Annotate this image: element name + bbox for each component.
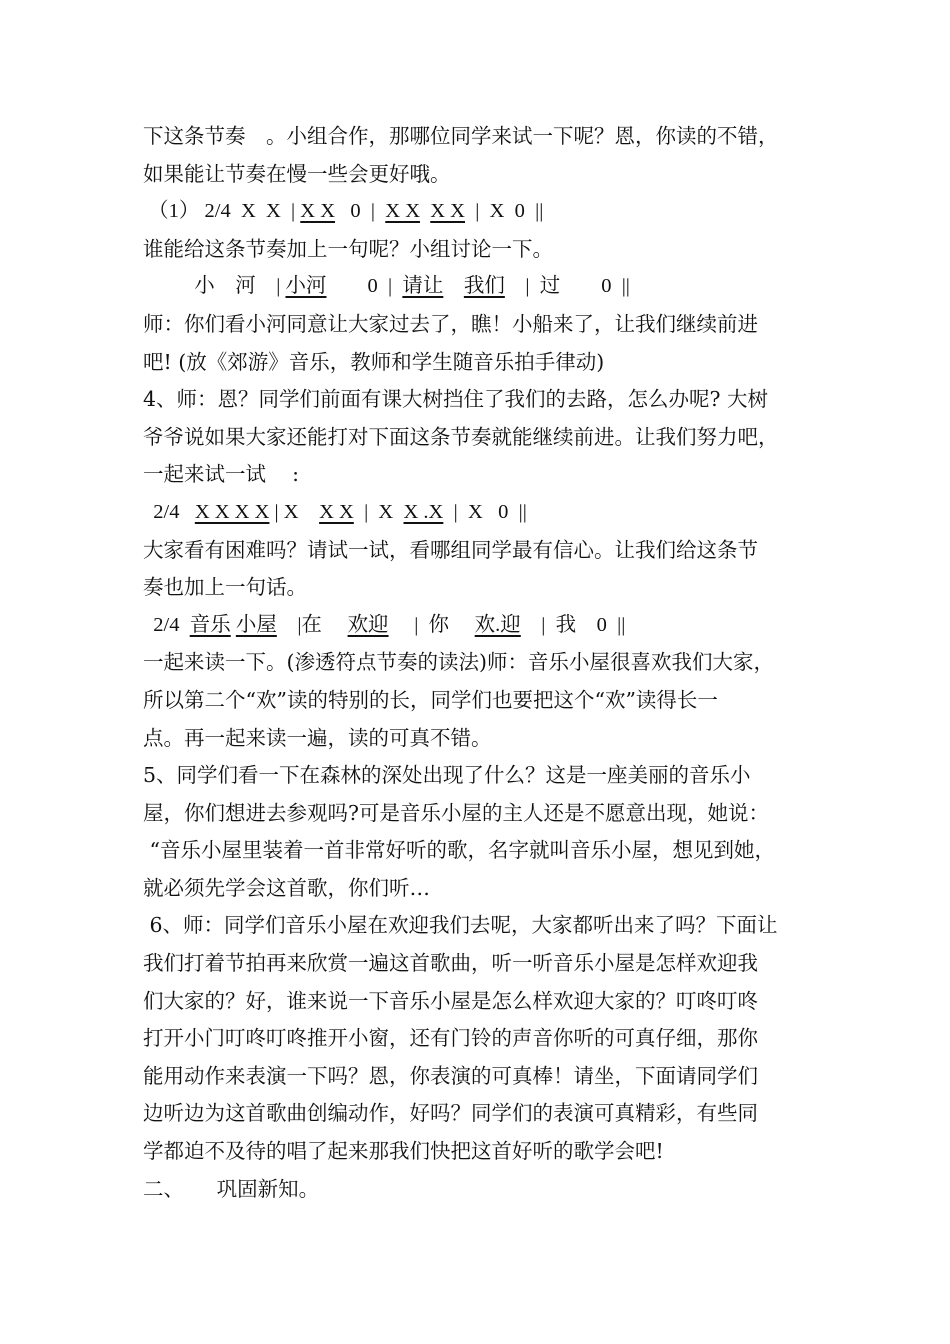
rhythm-segment: 0 | [335,200,386,223]
rhythm-segment: | 我 0 || [520,613,626,636]
underlined-beat-group: X X [385,200,420,223]
underlined-beat-group: X X X X [194,500,270,523]
underlined-beat-group: 音乐 [189,613,231,636]
text-line: 们大家的？好，谁来说一下音乐小屋是怎么样欢迎大家的？叮咚叮咚 [143,988,758,1013]
text-line: 吧! (放《郊游》音乐，教师和学生随音乐拍手律动) [143,349,605,374]
underlined-beat-group: 欢迎 [347,613,389,636]
rhythm-line [143,268,823,306]
rhythm-segment: | X 0 || [464,200,544,223]
text-line: 奏也加上一句话。 [143,575,307,600]
text-line: 所以第二个“欢”读的特别的长，同学们也要把这个“欢”读得长一 [143,687,718,712]
text-line: 二、 巩固新知。 [143,1176,320,1201]
underlined-beat-group: 欢.迎 [474,613,521,636]
text-line: 爷爷说如果大家还能打对下面这条节奏就能继续前进。让我们努力吧， [143,424,779,449]
rhythm-segment: （1） 2/4 X X | [143,200,301,223]
rhythm-segment: 小 河 | [143,275,286,298]
underlined-beat-group: 小河 [285,275,327,298]
underlined-beat-group: X X [430,200,465,223]
text-line: 5、同学们看一下在森林的深处出现了什么？这是一座美丽的音乐小 [143,763,751,788]
text-line: 学都迫不及待的唱了起来那我们快把这首好听的歌学会吧! [143,1139,664,1164]
rhythm-segment: 2/4 [143,613,190,636]
text-line: 一起来读一下。(渗透符点节奏的读法)师：音乐小屋很喜欢我们大家， [143,650,774,675]
underlined-beat-group: 请让 [402,275,444,298]
underlined-beat-group: X X [319,500,354,523]
text-line: 如果能让节奏在慢一些会更好哦。 [143,161,451,186]
text-line: 谁能给这条节奏加上一句呢？小组讨论一下。 [143,236,553,261]
rhythm-segment: | X 0 || [443,500,527,523]
underlined-beat-group: X .X [403,500,444,523]
rhythm-line [143,607,823,645]
rhythm-segment [420,200,430,222]
rhythm-segment: | X [353,500,404,523]
underlined-beat-group: 我们 [463,275,505,298]
rhythm-segment: 2/4 [143,500,195,523]
text-line: 打开小门叮咚叮咚推开小窗，还有门铃的声音你听的可真仔细，那你 [143,1026,758,1051]
document-body [143,118,823,1208]
text-line: 边听边为这首歌曲创编动作，好吗？同学们的表演可真精彩，有些同 [143,1101,758,1126]
text-line: 6、师：同学们音乐小屋在欢迎我们去呢，大家都听出来了吗？下面让 [143,913,778,938]
text-line: “音乐小屋里装着一首非常好听的歌，名字就叫音乐小屋，想见到她， [143,838,775,863]
text-line: 点。再一起来读一遍，读的可真不错。 [143,725,492,750]
rhythm-line [143,193,823,231]
text-line: 能用动作来表演一下吗？恩，你表演的可真棒！请坐，下面请同学们 [143,1063,758,1088]
text-line: 4、师：恩？同学们前面有课大树挡住了我们的去路，怎么办呢? 大树 [143,387,769,412]
underlined-beat-group: X X [300,200,336,223]
text-line: 就必须先学会这首歌，你们听… [143,875,430,900]
rhythm-segment: | X [269,500,320,523]
text-line: 一起来试一试 : [143,462,299,487]
text-line: 下这条节奏 。小组合作，那哪位同学来试一下呢？恩，你读的不错， [143,124,779,148]
text-line: 我们打着节拍再来欣赏一遍这首歌曲，听一听音乐小屋是怎样欢迎我 [143,951,758,976]
text-line: 大家看有困难吗？请试一试，看哪组同学最有信心。让我们给这条节 [143,537,758,562]
rhythm-segment: | 你 [388,613,475,636]
rhythm-segment [443,275,464,297]
rhythm-segment: 0 | [326,275,403,298]
rhythm-line [143,494,823,532]
text-line: 屋，你们想进去参观吗?可是音乐小屋的主人还是不愿意出现，她说： [143,800,769,825]
rhythm-segment: | 过 0 || [504,275,630,298]
underlined-beat-group: 小屋 [235,613,277,636]
text-line: 师：你们看小河同意让大家过去了，瞧！小船来了，让我们继续前进 [143,311,758,336]
rhythm-segment: |在 [276,613,348,636]
